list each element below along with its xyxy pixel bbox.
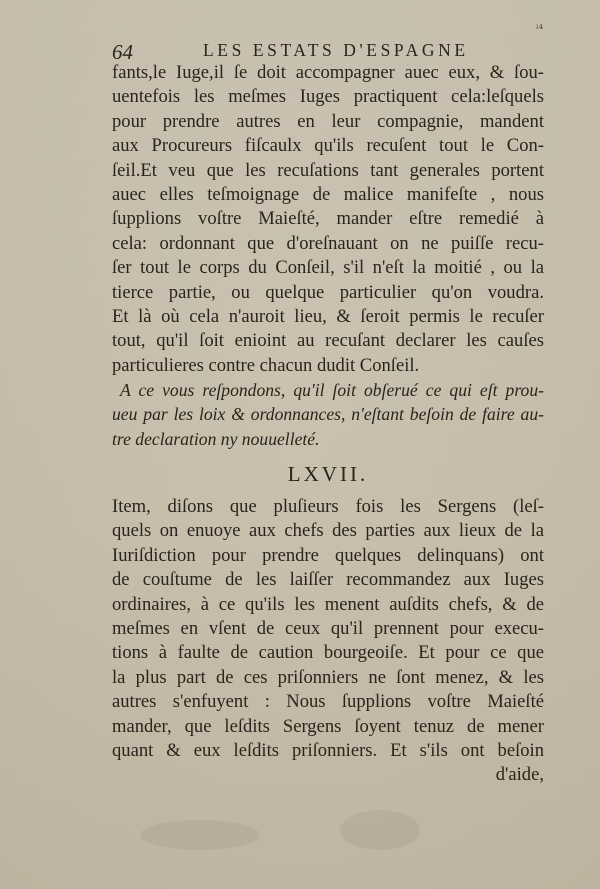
- text-line: quant & eux leſdits priſonniers. Et s'ils ont beſoin: [112, 739, 544, 761]
- text-line: de couſtume de les laiſſer recommandez aux Iuges: [112, 569, 544, 591]
- text-line: particulieres contre chacun dudit Conſeil.: [112, 354, 420, 376]
- text-line: tout, qu'il ſoit enioint au recuſant declarer les cauſes: [112, 330, 544, 352]
- text-line: autres s'enfuyent : Nous ſupplions voſtre Maieſté: [112, 691, 544, 713]
- text-line: meſmes en vſent de ceux qu'il prennent pour execu-: [112, 617, 544, 639]
- paper-stain: [340, 810, 420, 850]
- text-line: cela: ordonnant que d'oreſnauant on ne puiſſe recu-: [112, 232, 544, 254]
- royal-response: [112, 378, 544, 451]
- catchword: d'aide,: [495, 764, 544, 786]
- text-line: la plus part de ces priſonniers ne ſont menez, & les: [112, 666, 544, 688]
- text-line: quels on enuoye aux chefs des parties aux lieux de la: [112, 520, 544, 542]
- corner-mark: ⁱ⁴: [536, 22, 544, 36]
- text-line: Item, diſons que pluſieurs fois les Sergens (leſ-: [112, 496, 544, 517]
- text-line: tierce partie, ou quelque particulier qu'on voudra.: [112, 281, 544, 303]
- text-line: tions à faulte de caution bourgeoiſe. Et pour ce que: [112, 642, 544, 664]
- text-line: auec elles teſmoignage de malice manifeſte , nous: [112, 183, 544, 205]
- running-head: LES ESTATS D'ESPAGNE: [203, 40, 469, 60]
- text-line: ſupplions voſtre Maieſté, mander eſtre remedié à: [112, 208, 544, 230]
- paragraph-1: [112, 61, 544, 378]
- text-line: uentefois les meſmes Iuges practiquent cela:leſquels: [112, 86, 544, 108]
- text-line: ſeil.Et veu que les recuſations tant generales portent: [112, 159, 544, 181]
- text-line: aux Procureurs fiſcaulx qu'ils recuſent tout le Con-: [112, 135, 544, 157]
- section-heading: LXVII.: [287, 462, 369, 486]
- response-line: A ce vous reſpondons, qu'il ſoit obſerué ce qui eſt prou-: [120, 380, 544, 400]
- text-line: ordinaires, à ce qu'ils les menent auſdits chefs, & de: [112, 593, 544, 615]
- text-line: pour prendre autres en leur compagnie, mandent: [112, 110, 544, 132]
- text-line: fants,le Iuge,il ſe doit accompagner auec eux, & ſou-: [112, 62, 544, 83]
- response-line: tre declaration ny nouuelleté.: [112, 428, 320, 449]
- text-line: Et là où cela n'auroit lieu, & ſeroit permis le recuſer: [112, 305, 544, 327]
- text-line: mander, que leſdits Sergens ſoyent tenuz de mener: [112, 715, 544, 737]
- page-number: 64: [112, 40, 133, 64]
- text-line: ſer tout le corps du Conſeil, s'il n'eſt la moitié , ou la: [112, 257, 544, 279]
- paragraph-2: [112, 495, 544, 788]
- paper-stain: [140, 820, 260, 850]
- text-line: Iuriſdiction pour prendre quelques delinquans) ont: [112, 544, 544, 566]
- response-line: ueu par les loix & ordonnances, n'eſtant beſoin de faire au-: [112, 404, 544, 425]
